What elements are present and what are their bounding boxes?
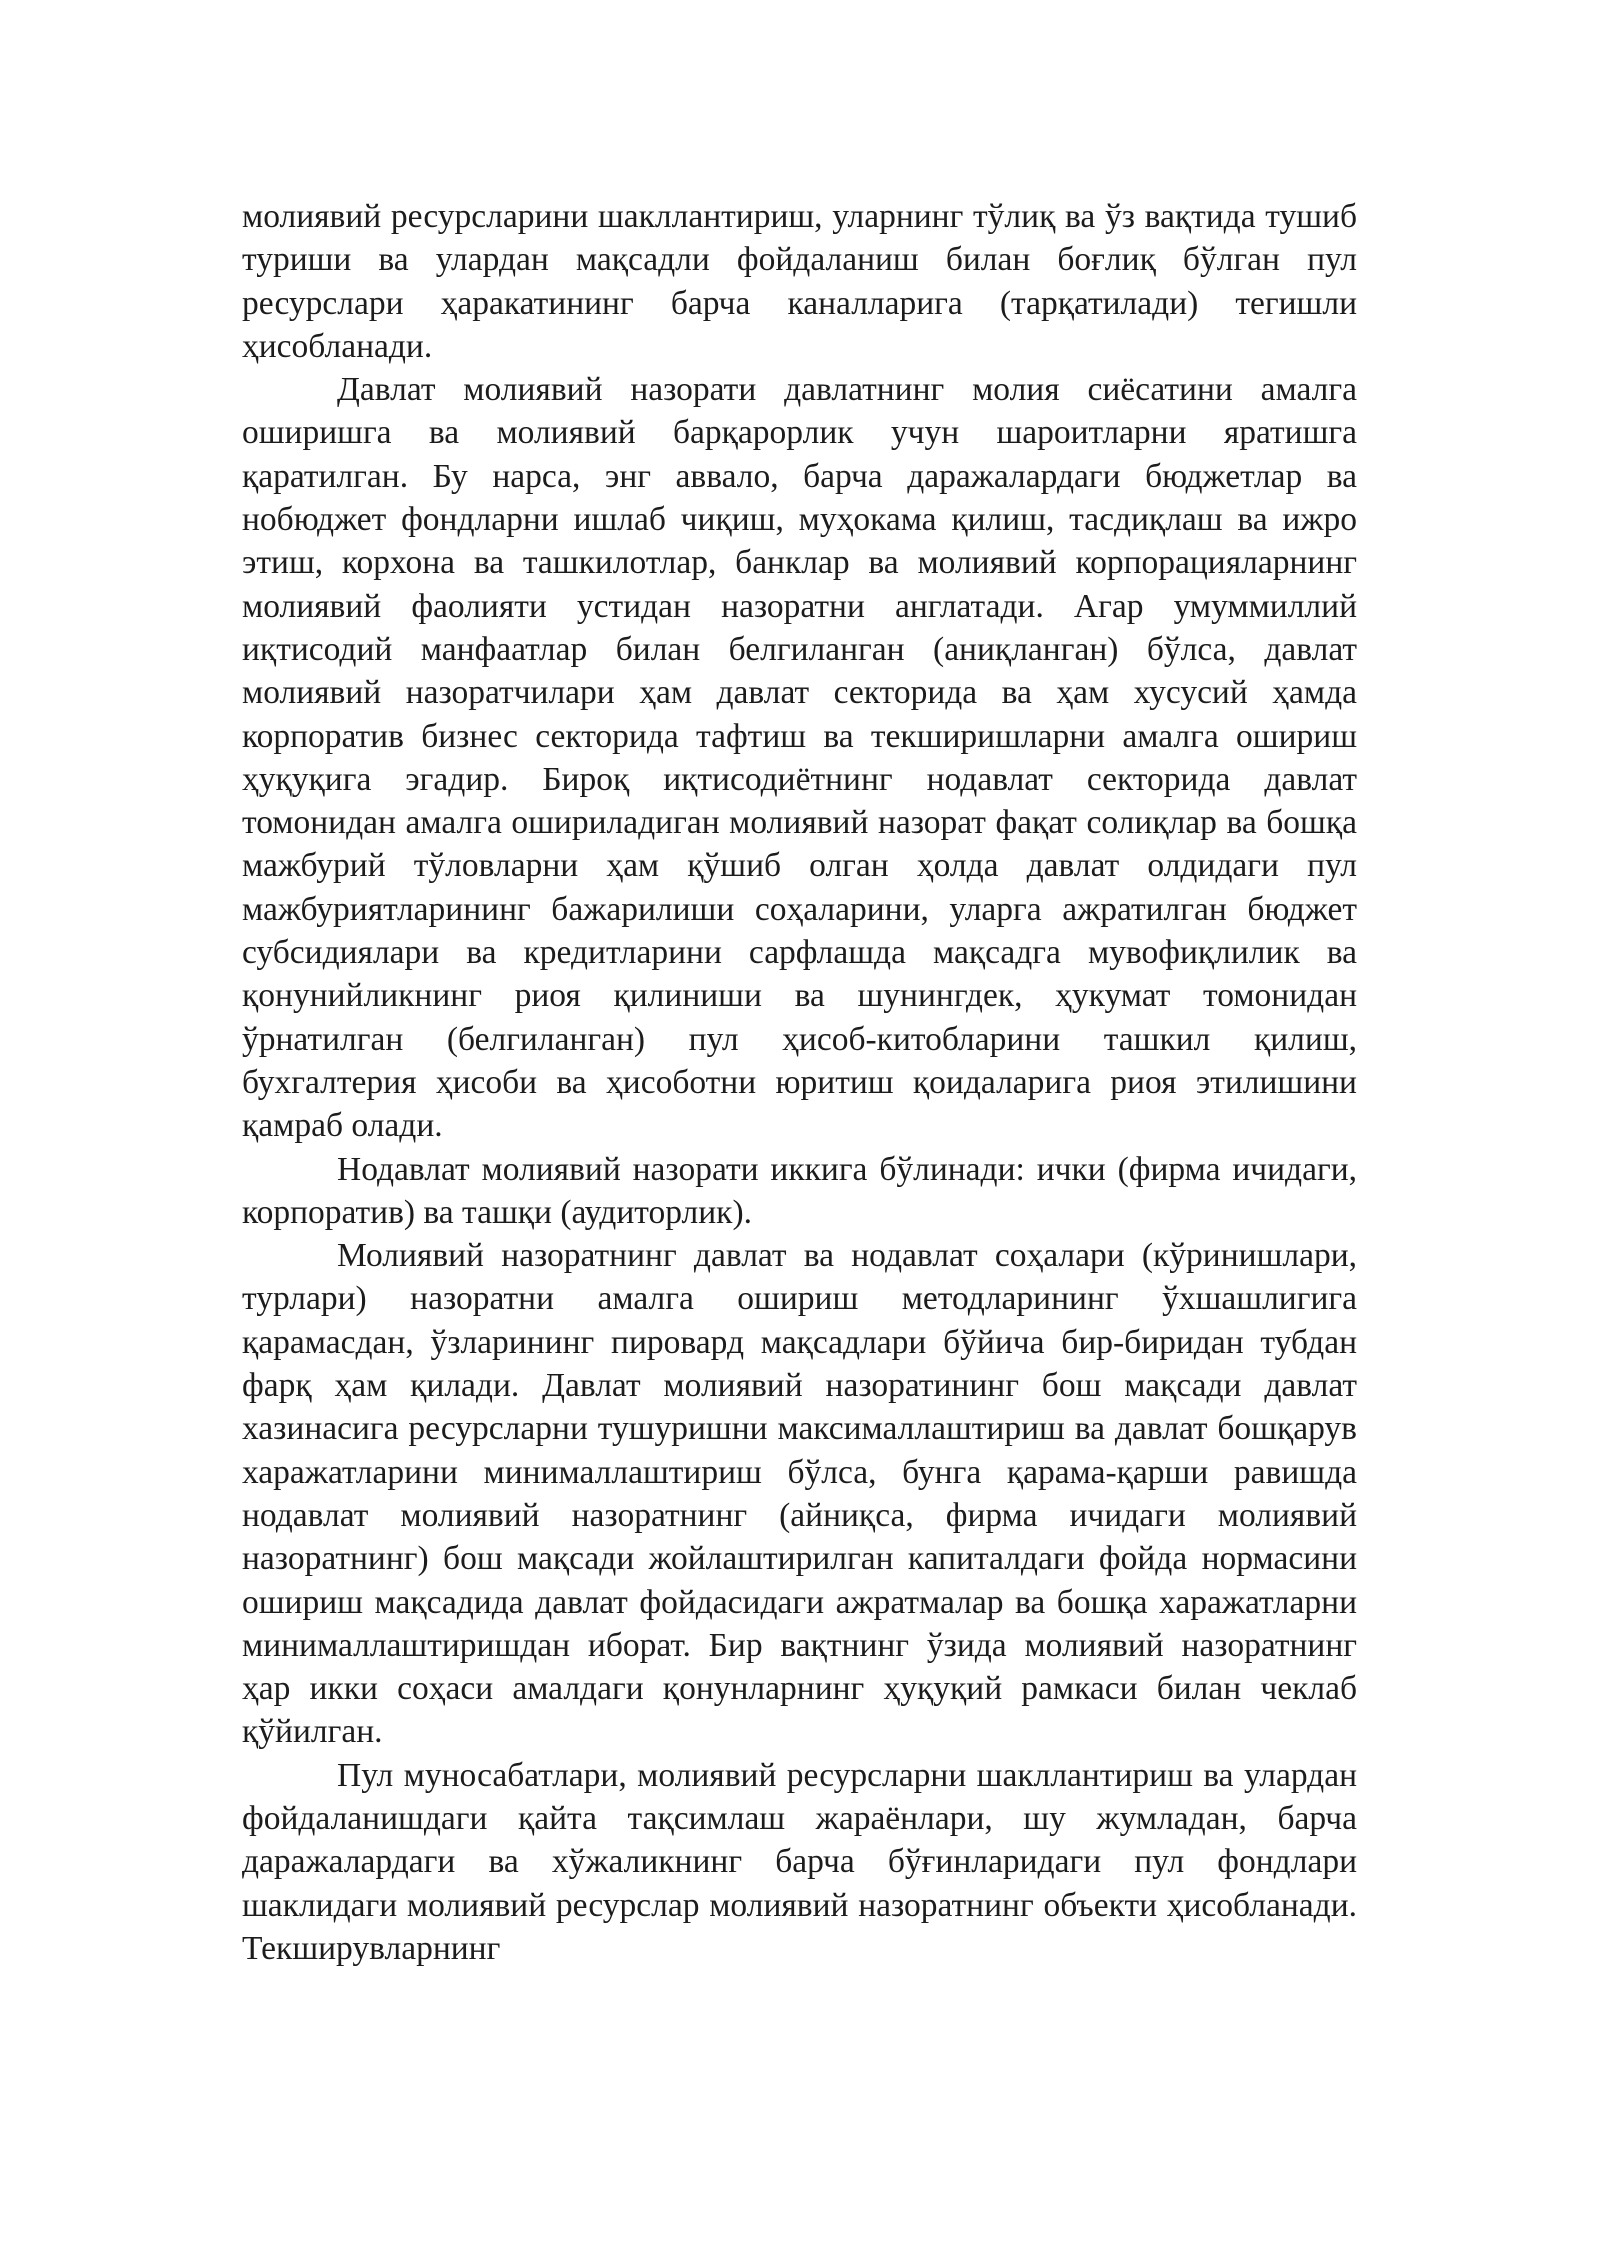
paragraph-2: Давлат молиявий назорати давлатнинг молия сиёсатини амалга оширишга ва молиявий барқарорлик учун шароитларни яратишга қаратилган. Бу нарса, энг аввало, барча даражалардаги бюджетлар ва нобюджет фондларни ишлаб чиқиш, муҳокама қилиш, тасдиқлаш ва ижро этиш, корхона ва ташкилотлар, банклар ва молиявий корпорацияларнинг молиявий фаолияти устидан назоратни англатади. Агар умуммиллий иқтисодий манфаатлар билан белгиланган (аниқланган) бўлса, давлат молиявий назоратчилари ҳам давлат секторида ва ҳам хусусий ҳамда корпоратив бизнес секторида тафтиш ва текширишларни амалга ошириш ҳуқуқига эгадир. Бироқ иқтисодиётнинг нодавлат секторида давлат томонидан амалга ошириладиган молиявий назорат фақат солиқлар ва бошқа мажбурий тўловларни ҳам қўшиб олган ҳолда давлат олдидаги пул мажбуриятларининг бажарилиши соҳаларини, уларга ажратилган бюджет субсидиялари ва кредитларини сарфлашда мақсадга мувофиқлилик ва қонунийликнинг риоя қилиниши ва шунингдек, ҳукумат томонидан ўрнатилган (белгиланган) пул ҳисоб-китобларини ташкил қилиш, бухгалтерия ҳисоби ва ҳисоботни юритиш қоидаларига риоя этилишини қамраб олади.	[242, 371, 1357, 1145]
document-body	[242, 195, 1357, 1970]
paragraph-5: Пул муносабатлари, молиявий ресурсларни шакллантириш ва улардан фойдаланишдаги қайта тақсимлаш жараёнлари, шу жумладан, барча даражалардаги ва хўжаликнинг барча бўғинларидаги пул фондлари шаклидаги молиявий ресурслар молиявий назоратнинг объекти ҳисобланади. Текширувларнинг	[242, 1756, 1357, 1967]
paragraph-3: Нодавлат молиявий назорати иккига бўлинади: ички (фирма ичидаги, корпоратив) ва ташқи (аудиторлик).	[242, 1150, 1357, 1231]
paragraph-4: Молиявий назоратнинг давлат ва нодавлат соҳалари (кўринишлари, турлари) назоратни амалга ошириш методларининг ўхшашлигига қарамасдан, ўзларининг пировард мақсадлари бўйича бир-биридан тубдан фарқ ҳам қилади. Давлат молиявий назоратининг бош мақсади давлат хазинасига ресурсларни тушуришни максималлаштириш ва давлат бошқарув харажатларини минималлаштириш бўлса, бунга қарама-қарши равишда нодавлат молиявий назоратнинг (айниқса, фирма ичидаги молиявий назоратнинг) бош мақсади жойлаштирилган капиталдаги фойда нормасини ошириш мақсадида давлат фойдасидаги ажратмалар ва бошқа харажатларни минималлаштиришдан иборат. Бир вақтнинг ўзида молиявий назоратнинг ҳар икки соҳаси амалдаги қонунларнинг ҳуқуқий рамкаси билан чеклаб қўйилган.	[242, 1237, 1357, 1751]
paragraph-1: молиявий ресурсларини шакллантириш, уларнинг тўлиқ ва ўз вақтида тушиб туриши ва улардан мақсадли фойдаланиш билан боғлиқ бўлган пул ресурслари ҳаракатининг барча каналларига (тарқатилади) тегишли ҳисобланади.	[242, 198, 1357, 365]
